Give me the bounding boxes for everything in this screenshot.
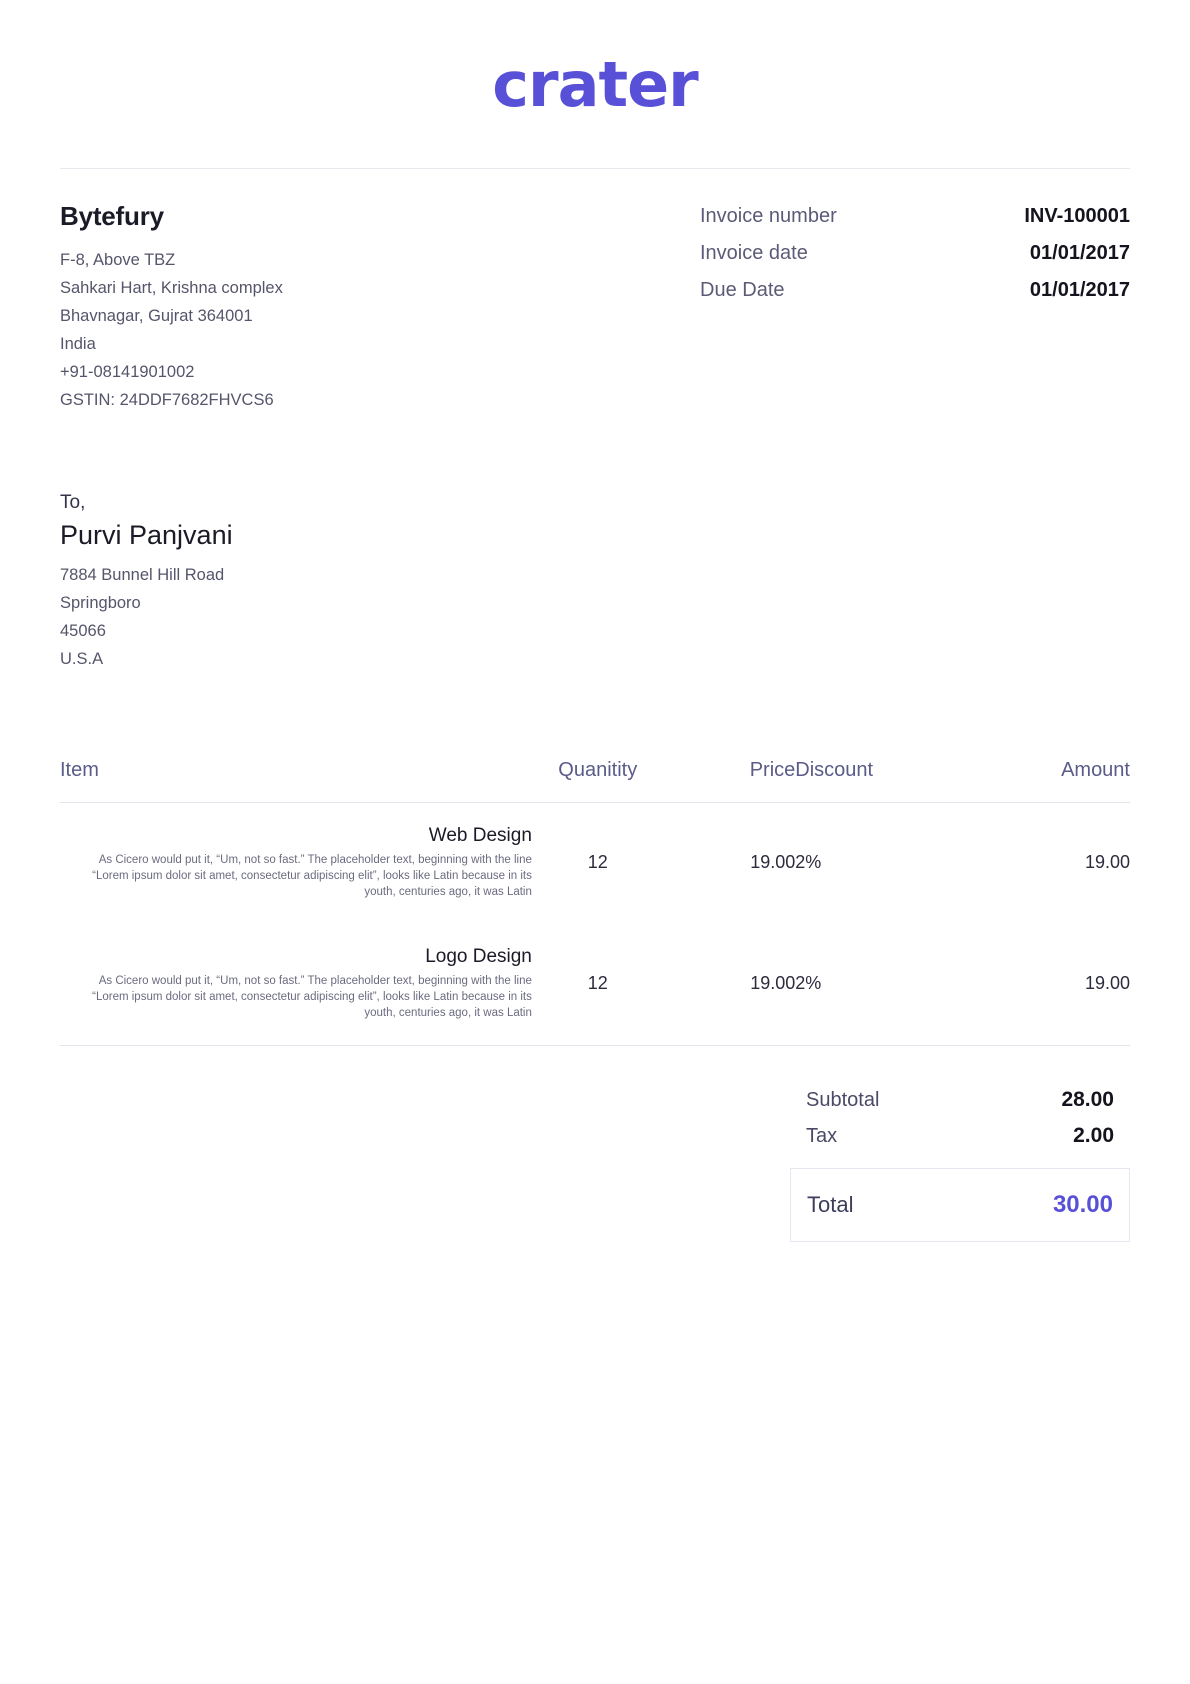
due-date-value: 01/01/2017 [1029,279,1130,301]
line-items-table [60,759,1130,1046]
column-header-amount: Amount [965,759,1130,803]
line-item-amount: 19.00 [965,924,1130,1046]
subtotal-label: Subtotal [806,1089,880,1111]
line-item-price: 19.00 [750,852,796,872]
column-header-item: Item [60,759,532,803]
company-address-line: Sahkari Hart, Krishna complex [60,279,283,297]
line-item-cell [60,924,532,1046]
brand-logo [60,0,1130,168]
bill-to-address-line: 7884 Bunnel Hill Road [60,566,225,584]
company-block [60,201,283,414]
line-item-cell [60,803,532,925]
tax-value: 2.00 [1073,1124,1114,1147]
bill-to-label: To, [60,492,86,513]
table-body [60,803,1130,1046]
column-header-price: Price [664,759,796,803]
bill-to-name: Purvi Panjvani [60,520,233,550]
bill-to-address-line: U.S.A [60,650,104,668]
table-row [60,924,1130,1046]
grand-total-row [790,1168,1130,1242]
invoice-number-label: Invoice number [700,205,837,227]
due-date-label: Due Date [700,279,785,301]
line-item-amount: 19.00 [1084,852,1130,872]
table-header [60,759,1130,803]
line-item-discount: 2% [795,924,965,1046]
invoice-header [60,169,1130,414]
line-item-name: Web Design [428,825,532,846]
line-item-quantity: 12 [532,924,664,1046]
invoice-date-row [700,242,1130,265]
table-row [60,803,1130,925]
line-item-description: As Cicero would put it, “Um, not so fast.” The placeholder text, beginning with the line “Lorem ipsum dolor sit amet, consectetur adipiscing elit”, looks like Latin because in its youth, centuries ago, it was Latin [92,854,532,898]
totals-block [790,1082,1130,1242]
bill-to-block [60,492,1130,673]
subtotal-value: 28.00 [1061,1088,1114,1111]
invoice-number-value: INV-100001 [1024,205,1130,227]
table-header-row [60,759,1130,803]
column-header-discount: Discount [795,759,965,803]
tax-label: Tax [806,1125,838,1147]
company-address-line: Bhavnagar, Gujrat 364001 [60,307,253,325]
invoice-date-value: 01/01/2017 [1029,242,1130,264]
column-header-quantity: Quanitity [532,759,664,803]
bill-to-address-line: 45066 [60,622,106,640]
line-item-discount: 2% [795,852,822,872]
line-item-price: 19.00 [664,924,796,1046]
bill-to-address-line: Springboro [60,594,141,612]
line-item-name: Logo Design [425,946,532,967]
company-gstin: GSTIN: 24DDF7682FHVCS6 [60,391,274,409]
grand-total-value: 30.00 [1052,1191,1113,1218]
company-address-line: F-8, Above TBZ [60,251,176,269]
company-name: Bytefury [60,201,164,231]
brand-logo-text: crater [492,47,698,121]
invoice-number-row [700,205,1130,228]
invoice-meta [700,201,1130,414]
subtotal-row [790,1082,1130,1118]
due-date-row [700,279,1130,302]
line-item-description: As Cicero would put it, “Um, not so fast.” The placeholder text, beginning with the line “Lorem ipsum dolor sit amet, consectetur adipiscing elit”, looks like Latin because in its youth, centuries ago, it was Latin [92,975,532,1019]
grand-total-label: Total [807,1192,854,1217]
company-phone: +91-08141901002 [60,363,195,381]
invoice-date-label: Invoice date [700,242,808,264]
company-address-line: India [60,335,96,353]
tax-row [790,1118,1130,1154]
line-item-quantity: 12 [587,852,608,872]
